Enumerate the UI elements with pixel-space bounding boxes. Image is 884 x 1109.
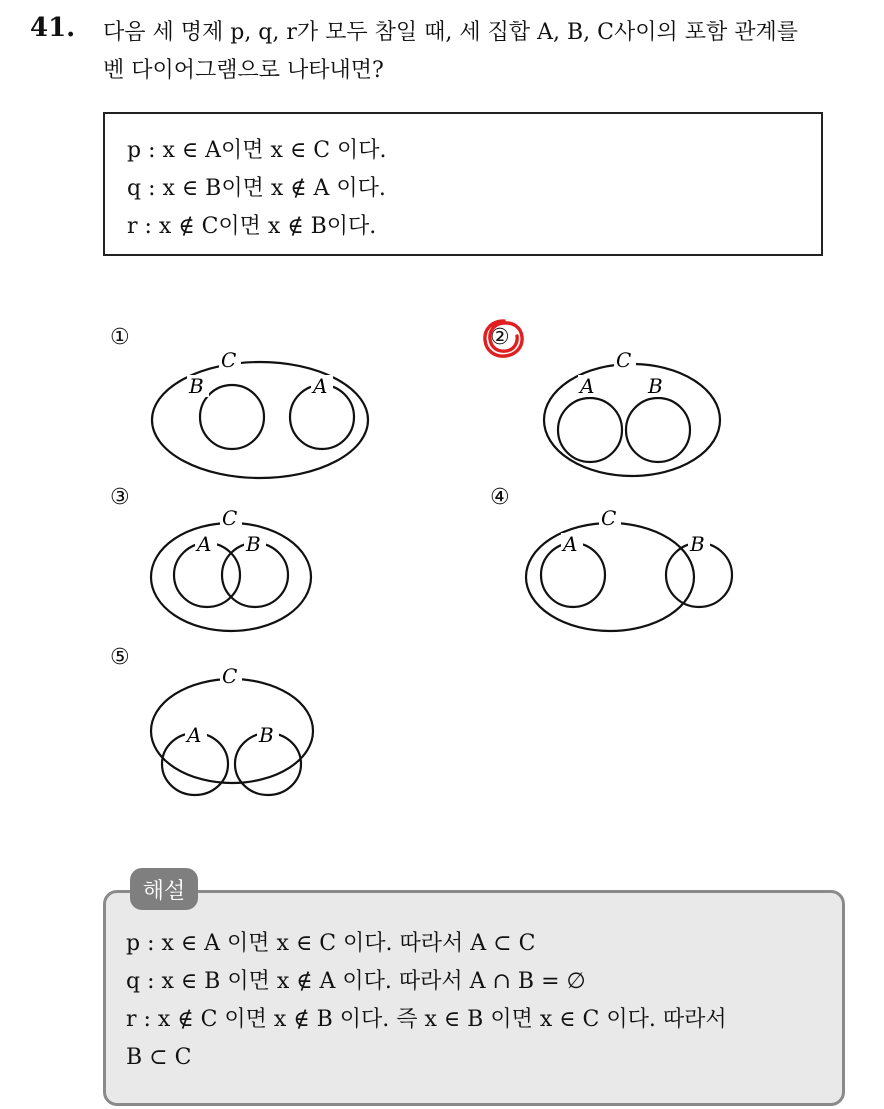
set-c-ellipse xyxy=(151,679,313,783)
set-a-label: A xyxy=(563,532,578,556)
option-1-venn-diagram xyxy=(145,345,405,495)
set-b-label: B xyxy=(189,374,204,398)
question-text-line-1: 다음 세 명제 p, q, r가 모두 참일 때, 세 집합 A, B, C사이의 포함 관계를 xyxy=(103,20,798,45)
set-b-label: B xyxy=(259,723,274,747)
set-a-label: A xyxy=(197,532,212,556)
solution-line-1: p : x ∈ A 이면 x ∈ C 이다. 따라서 A ⊂ C xyxy=(126,931,536,956)
option-3-venn-diagram xyxy=(150,507,410,657)
condition-p: p : x ∈ A이면 x ∈ C 이다. xyxy=(127,138,387,163)
condition-q: q : x ∈ B이면 x ∉ A 이다. xyxy=(127,176,386,201)
set-c-label: C xyxy=(222,506,238,530)
question-number: 41. xyxy=(30,13,76,43)
set-c-label: C xyxy=(601,506,617,530)
solution-line-4: B ⊂ C xyxy=(126,1045,192,1070)
set-b-circle xyxy=(200,385,264,449)
option-5-number: ⑤ xyxy=(110,645,130,670)
set-c-label: C xyxy=(222,664,238,688)
solution-box xyxy=(103,890,845,1106)
option-2-venn-diagram xyxy=(542,345,802,495)
set-c-ellipse xyxy=(152,362,368,478)
set-a-label: A xyxy=(187,723,202,747)
set-b-label: B xyxy=(690,532,705,556)
set-a-label: A xyxy=(313,374,328,398)
option-4-venn-diagram xyxy=(525,507,785,657)
option-5-venn-diagram xyxy=(150,664,410,827)
option-3-number: ③ xyxy=(110,485,130,510)
set-a-label: A xyxy=(580,374,595,398)
set-b-circle xyxy=(626,398,690,462)
set-b-label: B xyxy=(648,374,663,398)
solution-tab: 해설 xyxy=(130,868,198,910)
set-c-ellipse xyxy=(526,523,694,631)
solution-line-2: q : x ∈ B 이면 x ∉ A 이다. 따라서 A ∩ B = ∅ xyxy=(126,969,586,994)
option-1-number: ① xyxy=(110,325,130,350)
set-c-label: C xyxy=(221,348,237,372)
question-text-line-2: 벤 다이어그램으로 나타내면? xyxy=(103,58,384,83)
set-b-label: B xyxy=(246,532,261,556)
conditions-box xyxy=(103,112,823,256)
condition-r: r : x ∉ C이면 x ∉ B이다. xyxy=(127,214,377,239)
set-c-ellipse xyxy=(544,364,720,476)
question-text xyxy=(103,14,873,90)
answer-mark-icon xyxy=(479,315,529,363)
set-c-label: C xyxy=(616,348,632,372)
solution-line-3: r : x ∉ C 이면 x ∉ B 이다. 즉 x ∈ B 이면 x ∈ C 이다. 따라서 xyxy=(126,1007,727,1032)
option-4-number: ④ xyxy=(490,485,510,510)
option-2-number: ② xyxy=(490,325,510,350)
set-a-circle xyxy=(558,398,622,462)
